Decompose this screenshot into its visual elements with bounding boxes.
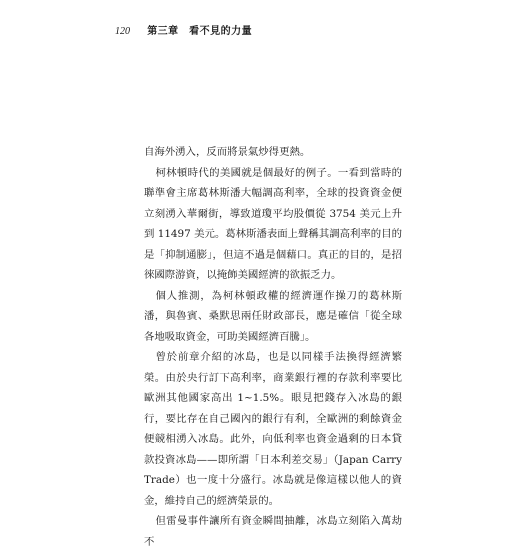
paragraph: 但雷曼事件讓所有資金瞬間抽離，冰島立刻陷入萬劫不: [144, 515, 402, 548]
running-header: [115, 26, 252, 38]
paragraph: 自海外湧入，反而將景氣炒得更熱。: [144, 146, 311, 158]
chapter-title: 第三章 看不見的力量: [147, 26, 253, 37]
paragraph: 柯林頓時代的美國就是個最好的例子。一看到當時的聯準會主席葛林斯潘大幅調高利率，全球的投資資金便立刻湧入華爾街，導致道瓊平均股價從 3754 美元上升到 11497 美元。葛林斯潘表面上聲稱其調高利率的目的是「抑制通膨」，但這不過是個藉口。真正的目的，是招徠國際游資，以掩飾美國經濟的欲振乏力。: [144, 166, 402, 281]
body-text: [144, 142, 402, 552]
page-number: 120: [115, 26, 130, 37]
paragraph: 個人推測，為柯林頓政權的經濟運作操刀的葛林斯潘，與魯賓、桑默思兩任財政部長，應是確信「從全球各地吸取資金，可助美國經濟百騰」。: [144, 289, 402, 343]
paragraph: 曾於前章介紹的冰島，也是以同樣手法換得經濟繁榮。由於央行訂下高利率，商業銀行裡的存款利率要比歐洲其他國家高出 1~1.5%。眼見把錢存入冰島的銀行，要比存在自己國內的銀行有利，全歐洲的剩餘資金便競相湧入冰島。此外，向低利率也資金過剩的日本貸款投資冰島——即所謂「日本利差交易」（Japan Carry Trade）也一度十分盛行。冰島就是像這樣以他人的資金，維持自己的經濟榮景的。: [144, 351, 402, 507]
